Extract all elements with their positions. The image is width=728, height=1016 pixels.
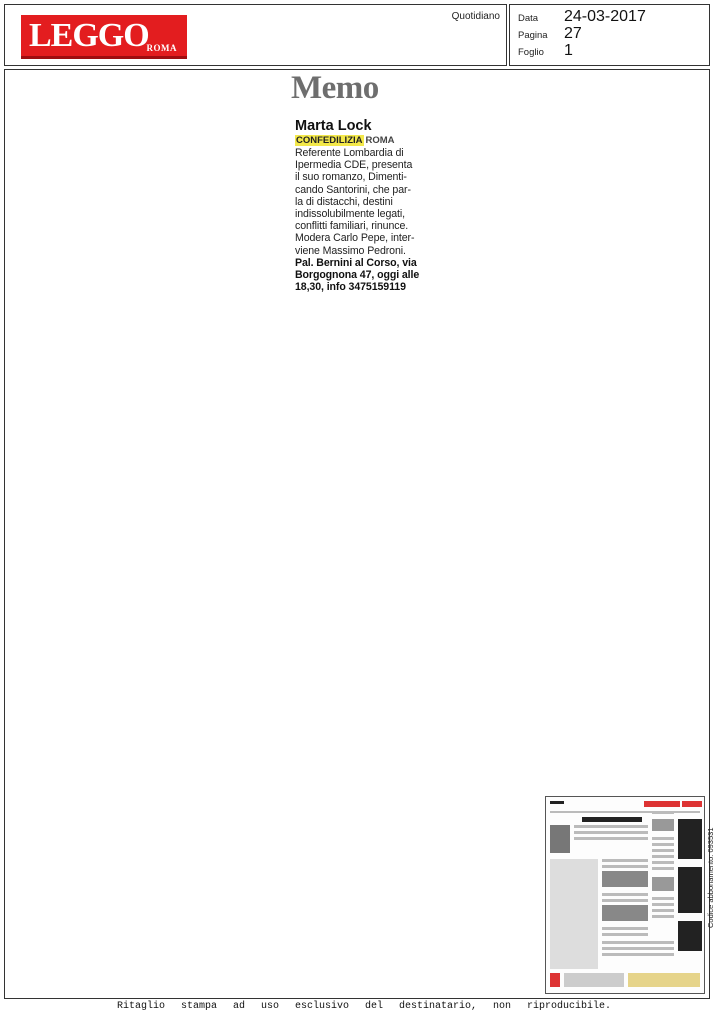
foglio-label: Foglio	[518, 47, 544, 58]
organization-tag: CONFEDILIZIA	[296, 135, 363, 146]
meta-row-foglio	[518, 43, 573, 59]
article-name: Marta Lock	[295, 118, 372, 134]
meta-row-pagina	[518, 26, 582, 42]
body-line: conflitti familiari, rinunce.	[295, 220, 409, 233]
body-line: Referente Lombardia di	[295, 147, 404, 159]
pagina-value: 27	[564, 25, 582, 42]
body-line: Ipermedia CDE, presenta	[295, 159, 413, 172]
body-line: il suo romanzo, Dimenti-	[295, 171, 407, 184]
article-info	[295, 257, 435, 294]
subscription-code-text: Codice abbonamento: 093531	[706, 827, 715, 928]
header-left-panel	[4, 4, 507, 66]
section-title: Memo	[291, 70, 379, 106]
city-tag: ROMA	[365, 135, 395, 146]
meta-row-data	[518, 9, 646, 25]
article	[295, 118, 435, 293]
logo-edition-text: ROMA	[146, 43, 177, 53]
article-tag-line	[295, 135, 435, 147]
pagina-label: Pagina	[518, 30, 548, 41]
body-line: viene Massimo Pedroni.	[295, 244, 406, 257]
footer-disclaimer: Ritaglio stampa ad uso esclusivo del destinatario, non riproducibile.	[116, 1001, 612, 1012]
clipping-area	[4, 69, 710, 999]
data-value: 24-03-2017	[564, 8, 646, 25]
body-line: cando Santorini, che par-	[295, 183, 411, 196]
leggo-logo	[21, 15, 187, 59]
body-line: Modera Carlo Pepe, inter-	[295, 232, 415, 245]
info-line: Pal. Bernini al Corso, via	[295, 256, 417, 269]
data-label: Data	[518, 13, 539, 24]
article-body	[295, 147, 435, 257]
body-line: la di distacchi, destini	[295, 195, 393, 208]
page-thumbnail	[545, 796, 705, 994]
info-line: Borgognona 47, oggi alle	[295, 269, 420, 282]
header-meta-panel	[509, 4, 710, 66]
foglio-value: 1	[564, 42, 573, 59]
logo-main-text: LEGGO	[29, 17, 149, 54]
publication-type: Quotidiano	[451, 11, 500, 22]
info-line: 18,30, info 3475159119	[295, 281, 406, 294]
body-line: indissolubilmente legati,	[295, 208, 405, 221]
